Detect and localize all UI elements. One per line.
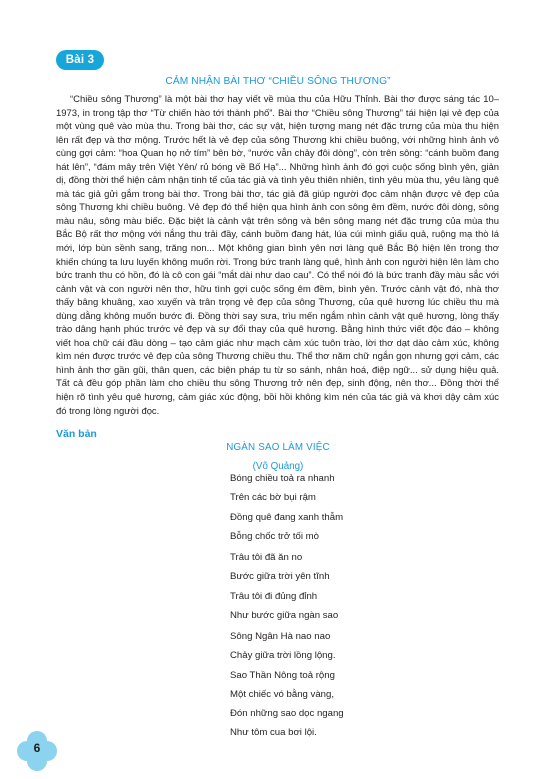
poem-line: Trâu tôi đi đủng đỉnh [230,590,318,602]
essay-title: CẢM NHẬN BÀI THƠ “CHIỀU SÔNG THƯƠNG” [165,76,391,87]
poem-line: Một chiếc vó bằng vàng, [230,688,334,700]
poem-line: Như tôm cua bơi lội. [230,727,317,739]
page-number: 6 [33,741,41,755]
poem-line: Bỗng chốc trở tối mò [230,530,319,542]
poem-line: Trâu tôi đã ăn no [230,552,303,563]
poem-line: Đồng quê đang xanh thẫm [230,511,344,523]
poem-stanza-3 [230,627,344,743]
poem-line: Trên các bờ bụi rậm [230,492,316,504]
poem-line: Bước giữa trời yên tĩnh [230,571,330,583]
essay-body: “Chiều sông Thương” là một bài thơ hay viết về mùa thu của Hữu Thỉnh. Bài thơ được sáng tác 10–1973, in trong tập thơ “Từ chiến hào tới thành phố”. Bài thơ “Chiều sông Thương” tái hiện lại vẻ đẹp của một vùng quê vào mùa thu. Trong bài thơ, các sự vật, hiện tượng mang nét đặc trưng của mùa thu hiện lên rất đẹp và thơ mộng. Trước hết là vẻ đẹp của sông Thương khi chiều buông, với những hình ảnh vô cùng gợi cảm: “hoa Quan họ nở tím” bên bờ, “nước vẫn chảy đôi dòng”, còn trên sông: “cánh buồm đang hát lên”, “đám mây trên Việt Yên/ rủ bóng về Bố Hạ”... Những hình ảnh đó gợi cuộc sống bình yên, giản dị, đồng thời thể hiện cảm nhận tinh tế của tác giả và tình yêu thiên nhiên, tình yêu mùa thu, yêu làng quê mà tác giả gửi gắm trong bài thơ. Trong bài thơ, tác giả đã giúp người đọc cảm nhận được vẻ đẹp của sông Thương khi chiều buông. Vẻ đẹp đó thể hiện qua hình ảnh con sông êm đềm, nước đôi dòng, sông màu nâu, sông màu biếc. Đặc biệt là cảnh vật trên sông và bên sông mang nét đặc trưng của mùa thu Bắc Bộ rất thơ mộng với nắng thu trải đầy, cánh buồm đang hát, lúa cúi mình giấu quả, ruộng mạ thò lá mới, lớp bùn sềnh sang, trăng non... Một không gian bình yên nơi làng quê Bắc Bộ hiện lên trong thơ khiến chúng ta lưu luyến không muốn rời. Trong bức tranh làng quê, hình ảnh con người hiện lên làm cho bức tranh thu có hồn, đó là cô con gái “mắt dài như dao cau”. Có thể nói đó là bức tranh đầy màu sắc với cảnh vật và con người nên thơ, hữu tình gợi cuộc sống êm đềm, bình yên. Trước cảnh vật đó, nhà thơ thấy bâng khuâng, xao xuyến và trân trọng vẻ đẹp của sông Thương, của quê hương lúc chiều thu mà dùng dằng không muốn bước đi. Đồng thời say sưa, trìu mến ngắm nhìn cảnh vật quê hương, lòng thấy trào dâng hạnh phúc trước vẻ đẹp và sự đổi thay của quê hương. Bằng hình thức viết độc đáo – không viết hoa chữ cái đầu dòng – tạo cảm giác như mạch cảm xúc tuôn trào, lời thơ dạt dào cảm xúc, không kìm nén được trước vẻ đẹp của sông Thương chiều thu. Thể thơ năm chữ ngắn gọn nhưng gợi cảm, các hình ảnh thơ gần gũi, thân quen, các biện pháp tu từ so sánh, nhân hoá, điệp ngữ... sử dụng hiệu quả. Tất cả đều góp phần làm cho chiều thu sông Thương trở nên đẹp, sinh động, nên thơ... Đồng thời thể hiện rõ tình yêu quê hương, cảm giác xúc động, bồi hồi không kìm nén của tác giả và khơi dậy cảm xúc đó trong lòng người đọc. [56,94,499,417]
poem-title: NGÀN SAO LÀM VIỆC [226,442,330,453]
section-label: Văn bản [56,428,97,440]
poem-author: (Võ Quảng) [252,461,304,472]
poem-line: Chảy giữa trời lồng lộng. [230,650,336,662]
poem-line: Bóng chiều toả ra nhanh [230,473,335,484]
poem-line: Sông Ngân Hà nao nao [230,631,331,642]
poem-line: Như bước giữa ngàn sao [230,609,339,621]
poem-stanza-1 [230,469,343,546]
poem-stanza-2 [230,548,338,625]
lesson-badge: Bài 3 [56,50,104,70]
poem-line: Đón những sao dọc ngang [230,708,344,720]
poem-line: Sao Thần Nông toả rộng [230,669,335,681]
